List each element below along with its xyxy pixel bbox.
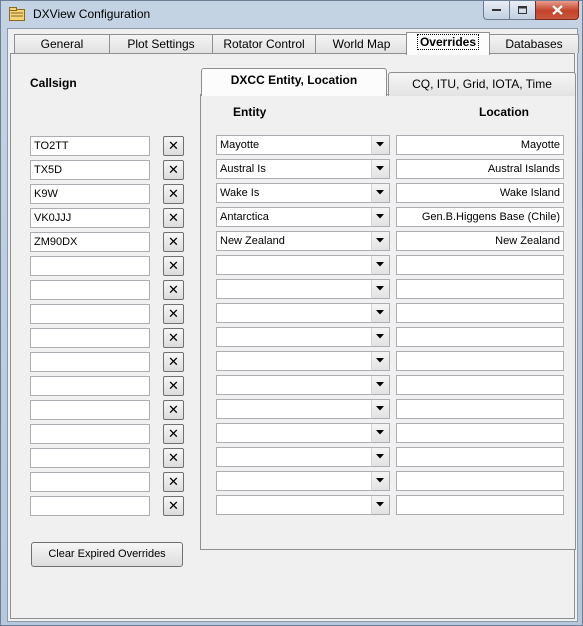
entity-select-value: New Zealand xyxy=(220,235,285,247)
callsign-input[interactable] xyxy=(30,304,150,324)
location-input[interactable]: Mayotte xyxy=(396,135,564,155)
callsign-input[interactable] xyxy=(30,256,150,276)
tab-plot-settings[interactable]: Plot Settings xyxy=(109,34,213,53)
subtab-panel xyxy=(200,73,576,550)
callsign-input[interactable] xyxy=(30,496,150,516)
dropdown-arrow-icon xyxy=(376,142,384,147)
tab-general[interactable]: General xyxy=(14,34,110,53)
location-input[interactable] xyxy=(396,351,564,371)
delete-row-button[interactable]: ✕ xyxy=(163,400,184,420)
dropdown-arrow-icon xyxy=(376,454,384,459)
dropdown-arrow-icon xyxy=(376,238,384,243)
entity-dropdown-button[interactable] xyxy=(371,232,389,250)
callsign-input[interactable] xyxy=(30,400,150,420)
subtab-cq-itu-grid-iota-time[interactable]: CQ, ITU, Grid, IOTA, Time xyxy=(388,72,576,96)
entity-select[interactable] xyxy=(216,279,390,299)
callsign-input[interactable]: K9W xyxy=(30,184,150,204)
location-input[interactable] xyxy=(396,495,564,515)
entity-dropdown-button[interactable] xyxy=(371,256,389,274)
entity-select[interactable] xyxy=(216,399,390,419)
minimize-icon xyxy=(492,8,501,12)
entity-select[interactable] xyxy=(216,231,390,251)
callsign-input[interactable]: TX5D xyxy=(30,160,150,180)
delete-row-button[interactable]: ✕ xyxy=(163,136,184,156)
callsign-input[interactable] xyxy=(30,424,150,444)
dropdown-arrow-icon xyxy=(376,430,384,435)
delete-row-button[interactable]: ✕ xyxy=(163,208,184,228)
delete-row-button[interactable]: ✕ xyxy=(163,424,184,444)
entity-dropdown-button[interactable] xyxy=(371,496,389,514)
overrides-panel xyxy=(10,53,575,619)
location-input[interactable]: New Zealand xyxy=(396,231,564,251)
entity-dropdown-button[interactable] xyxy=(371,352,389,370)
delete-row-button[interactable]: ✕ xyxy=(163,328,184,348)
entity-select[interactable] xyxy=(216,375,390,395)
subtab-dxcc-entity-location[interactable]: DXCC Entity, Location xyxy=(201,68,387,96)
entity-dropdown-button[interactable] xyxy=(371,424,389,442)
tab-overrides-label: Overrides xyxy=(417,34,479,50)
callsign-input[interactable]: TO2TT xyxy=(30,136,150,156)
entity-dropdown-button[interactable] xyxy=(371,328,389,346)
entity-select[interactable] xyxy=(216,183,390,203)
entity-select[interactable] xyxy=(216,495,390,515)
title-bar[interactable] xyxy=(1,1,582,27)
entity-select-value: Mayotte xyxy=(220,139,260,151)
close-button[interactable] xyxy=(535,1,579,20)
location-input[interactable] xyxy=(396,255,564,275)
delete-row-button[interactable]: ✕ xyxy=(163,472,184,492)
location-input[interactable] xyxy=(396,279,564,299)
delete-row-button[interactable]: ✕ xyxy=(163,160,184,180)
dropdown-arrow-icon xyxy=(376,166,384,171)
dropdown-arrow-icon xyxy=(376,406,384,411)
dropdown-arrow-icon xyxy=(376,310,384,315)
callsign-header: Callsign xyxy=(30,76,77,90)
callsign-input[interactable] xyxy=(30,376,150,396)
location-input[interactable] xyxy=(396,423,564,443)
entity-select[interactable] xyxy=(216,471,390,491)
entity-header: Entity xyxy=(233,105,267,119)
entity-dropdown-button[interactable] xyxy=(371,472,389,490)
location-input[interactable]: Austral Islands xyxy=(396,159,564,179)
entity-select[interactable] xyxy=(216,423,390,443)
entity-dropdown-button[interactable] xyxy=(371,184,389,202)
callsign-input[interactable]: VK0JJJ xyxy=(30,208,150,228)
entity-dropdown-button[interactable] xyxy=(371,304,389,322)
entity-dropdown-button[interactable] xyxy=(371,376,389,394)
tab-databases[interactable]: Databases xyxy=(489,34,579,53)
callsign-input[interactable] xyxy=(30,328,150,348)
maximize-button[interactable] xyxy=(509,1,536,20)
callsign-input[interactable] xyxy=(30,472,150,492)
callsign-input[interactable] xyxy=(30,280,150,300)
location-input[interactable] xyxy=(396,303,564,323)
delete-row-button[interactable]: ✕ xyxy=(163,232,184,252)
delete-row-button[interactable]: ✕ xyxy=(163,304,184,324)
dropdown-arrow-icon xyxy=(376,334,384,339)
entity-dropdown-button[interactable] xyxy=(371,136,389,154)
entity-select[interactable] xyxy=(216,159,390,179)
dropdown-arrow-icon xyxy=(376,214,384,219)
app-icon xyxy=(9,7,25,21)
window-title: DXView Configuration xyxy=(33,7,151,21)
delete-row-button[interactable]: ✕ xyxy=(163,376,184,396)
entity-select[interactable] xyxy=(216,351,390,371)
dropdown-arrow-icon xyxy=(376,190,384,195)
dropdown-arrow-icon xyxy=(376,382,384,387)
location-input[interactable]: Wake Island xyxy=(396,183,564,203)
entity-dropdown-button[interactable] xyxy=(371,160,389,178)
maximize-icon xyxy=(518,6,527,14)
dropdown-arrow-icon xyxy=(376,286,384,291)
callsign-input[interactable] xyxy=(30,448,150,468)
entity-select[interactable] xyxy=(216,303,390,323)
delete-row-button[interactable]: ✕ xyxy=(163,280,184,300)
dropdown-arrow-icon xyxy=(376,478,384,483)
dropdown-arrow-icon xyxy=(376,502,384,507)
minimize-button[interactable] xyxy=(483,1,510,20)
location-input[interactable] xyxy=(396,327,564,347)
callsign-input[interactable] xyxy=(30,352,150,372)
delete-row-button[interactable]: ✕ xyxy=(163,256,184,276)
callsign-input[interactable]: ZM90DX xyxy=(30,232,150,252)
location-input[interactable] xyxy=(396,471,564,491)
tab-rotator-control[interactable]: Rotator Control xyxy=(212,34,316,53)
location-header: Location xyxy=(479,105,529,119)
tab-overrides[interactable] xyxy=(406,32,490,55)
entity-select[interactable] xyxy=(216,327,390,347)
location-input[interactable]: Gen.B.Higgens Base (Chile) xyxy=(396,207,564,227)
entity-dropdown-button[interactable] xyxy=(371,208,389,226)
client-area xyxy=(7,28,578,622)
entity-select[interactable] xyxy=(216,447,390,467)
location-input[interactable] xyxy=(396,447,564,467)
location-input[interactable] xyxy=(396,375,564,395)
entity-select[interactable] xyxy=(216,135,390,155)
entity-dropdown-button[interactable] xyxy=(371,448,389,466)
entity-select[interactable] xyxy=(216,207,390,227)
clear-expired-overrides-button[interactable]: Clear Expired Overrides xyxy=(31,542,183,567)
delete-row-button[interactable]: ✕ xyxy=(163,496,184,516)
entity-dropdown-button[interactable] xyxy=(371,400,389,418)
location-input[interactable] xyxy=(396,399,564,419)
entity-select-value: Austral Is xyxy=(220,163,266,175)
dropdown-arrow-icon xyxy=(376,262,384,267)
delete-row-button[interactable]: ✕ xyxy=(163,352,184,372)
tab-world-map[interactable]: World Map xyxy=(315,34,408,53)
entity-select-value: Antarctica xyxy=(220,211,269,223)
delete-row-button[interactable]: ✕ xyxy=(163,184,184,204)
close-icon xyxy=(552,5,563,15)
delete-row-button[interactable]: ✕ xyxy=(163,448,184,468)
entity-select-value: Wake Is xyxy=(220,187,260,199)
dropdown-arrow-icon xyxy=(376,358,384,363)
entity-select[interactable] xyxy=(216,255,390,275)
entity-dropdown-button[interactable] xyxy=(371,280,389,298)
